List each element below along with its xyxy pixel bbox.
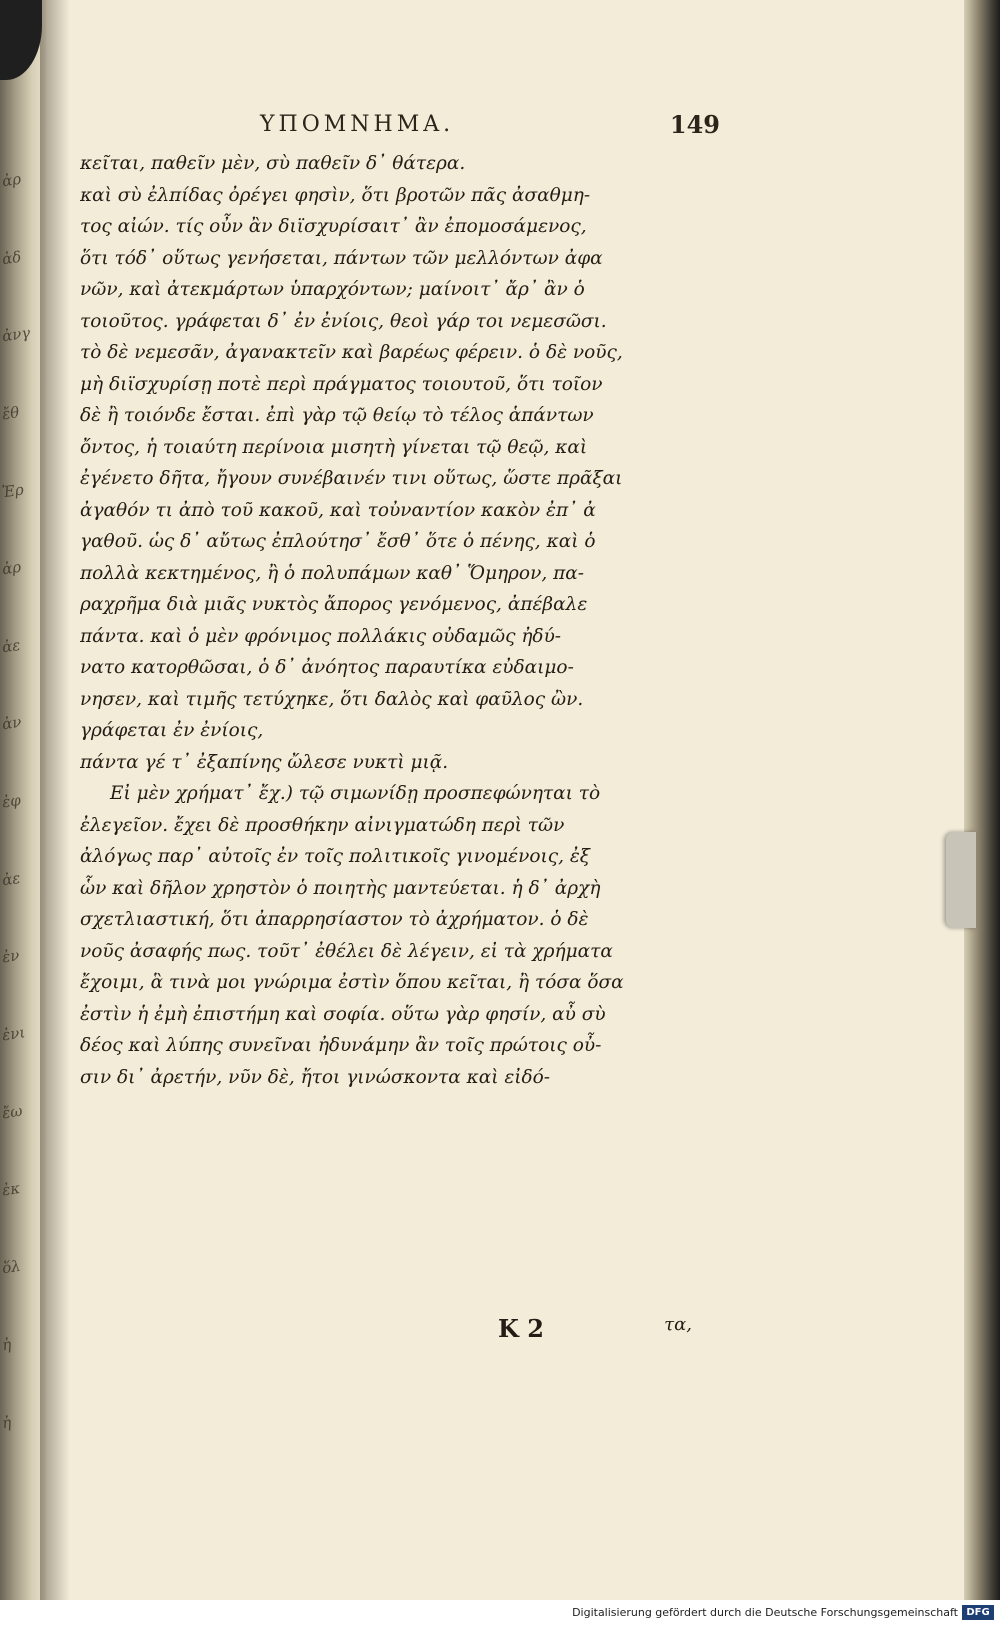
text-line: μὴ διϊσχυρίσῃ ποτὲ περὶ πράγματος τοιουτοῦ, ὅτι τοῖον — [80, 373, 603, 395]
page-footer — [80, 1314, 692, 1344]
text-line: τος αἰών. τίς οὖν ἂν διϊσχυρίσαιτ᾿ ἂν ἐπομοσάμενος, — [80, 216, 587, 237]
text-line: σχετλιαστική, ὅτι ἀπαρρησίαστον τὸ ἀχρήματον. ὁ δὲ — [80, 909, 589, 930]
text-line: ἀλόγως παρ᾿ αὐτοῖς ἐν τοῖς πολιτικοῖς γινομένοις, ἐξ — [80, 846, 590, 867]
margin-note: ἀρ — [0, 169, 23, 191]
running-head: ΥΠΟΜΝΗΜΑ. — [260, 112, 455, 137]
credit-bar — [0, 1600, 1000, 1627]
text-line: ἔχοιμι, ἃ τινὰ μοι γνώριμα ἐστὶν ὅπου κεῖται, ἢ τόσα ὅσα — [80, 972, 624, 993]
text-line: νησεν, καὶ τιμῆς τετύχηκε, ὅτι δαλὸς καὶ φαῦλος ὢν. — [80, 688, 584, 710]
margin-note: ἀρ — [0, 557, 23, 579]
text-line: ὅτι τόδ᾿ οὕτως γενήσεται, πάντων τῶν μελλόντων ἀφα — [80, 247, 603, 269]
text-line: ἐλεγεῖον. ἔχει δὲ προσθήκην αἰνιγματώδη περὶ τῶν — [80, 814, 565, 836]
margin-note: ἐνι — [0, 1023, 27, 1045]
margin-note: ἐν — [0, 946, 21, 967]
margin-note: ἔω — [0, 1101, 24, 1122]
page-number: 149 — [669, 110, 720, 139]
text-line: ἀγαθόν τι ἀπὸ τοῦ κακοῦ, καὶ τοὐναντίον κακὸν ἐπ᾿ ἀ — [80, 499, 596, 521]
text-line: καὶ σὺ ἐλπίδας ὀρέγει φησὶν, ὅτι βροτῶν πᾶς ἀσαθμη- — [80, 184, 591, 206]
text-line: ραχρῆμα διὰ μιᾶς νυκτὸς ἄπορος γενόμενος, ἀπέβαλε — [80, 594, 588, 615]
margin-note: ἔθ — [0, 402, 21, 424]
text-line: ὧν καὶ δῆλον χρηστὸν ὁ ποιητὴς μαντεύεται. ἡ δ᾿ ἀρχὴ — [80, 877, 601, 899]
text-line: πολλὰ κεκτημένος, ἢ ὁ πολυπάμων καθ᾿ Ὅμηρον, πα- — [80, 562, 584, 584]
margin-note: ἀνγ — [0, 323, 32, 346]
text-line: ἐγένετο δῆτα, ἤγουν συνέβαινέν τινι οὕτως, ὥστε πρᾶξαι — [80, 468, 623, 489]
bookmark-tab — [946, 832, 976, 928]
margin-note: ἐφ — [0, 790, 22, 812]
text-line: Εἰ μὲν χρήματ᾿ ἔχ.) τῷ σιμωνίδῃ προσπεφώνηται τὸ — [110, 783, 601, 804]
text-line: δὲ ἢ τοιόνδε ἔσται. ἐπὶ γὰρ τῷ θείῳ τὸ τέλος ἁπάντων — [80, 405, 594, 426]
text-line: κεῖται, παθεῖν μὲν, σὺ παθεῖν δ᾿ θάτερα. — [80, 153, 466, 174]
margin-note: ἀδ — [0, 247, 23, 268]
margin-note: ἀε — [0, 635, 22, 657]
page-fore-edge — [964, 0, 1000, 1600]
margin-note: ἀε — [0, 868, 22, 889]
text-line: πάντα. καὶ ὁ μὲν φρόνιμος πολλάκις οὐδαμῶς ἠδύ- — [80, 625, 562, 647]
text-line: νοῦς ἀσαφής πως. τοῦτ᾿ ἐθέλει δὲ λέγειν, εἰ τὰ χρήματα — [80, 940, 613, 962]
margin-note: ὅλ — [0, 1256, 22, 1278]
margin-note: ἐκ — [0, 1179, 22, 1200]
text-line: ὄντος, ἡ τοιαύτη περίνοια μισητὴ γίνεται τῷ θεῷ, καὶ — [80, 436, 588, 458]
text-line: δέος καὶ λύπης συνεῖναι ἠδυνάμην ἂν τοῖς πρώτοις οὖ- — [80, 1035, 602, 1056]
signature-mark: K 2 — [498, 1314, 544, 1343]
margin-note: ἠ — [0, 1413, 13, 1433]
page-header — [260, 112, 720, 142]
facing-page-margin-notes — [0, 169, 36, 1433]
margin-note: Ἐρ — [0, 479, 25, 501]
text-line: νατο κατορθῶσαι, ὁ δ᾿ ἀνόητος παραυτίκα εὐδαιμο- — [80, 657, 574, 678]
text-line: τὸ δὲ νεμεσᾶν, ἀγανακτεῖν καὶ βαρέως φέρειν. ὁ δὲ νοῦς, — [80, 342, 623, 363]
body-text — [80, 148, 692, 1093]
text-line: γαθοῦ. ὡς δ᾿ αὔτως ἐπλούτησ᾿ ἔσθ᾿ ὅτε ὁ πένης, καὶ ὁ — [80, 531, 596, 552]
text-line: σιν δι᾿ ἀρετήν, νῦν δὲ, ἤτοι γινώσκοντα καὶ εἰδό- — [80, 1066, 551, 1088]
margin-note: ἠ — [0, 1335, 13, 1355]
credit-text: Digitalisierung gefördert durch die Deutsche Forschungsgemeinschaft — [572, 1606, 958, 1619]
text-line: τοιοῦτος. γράφεται δ᾿ ἐν ἐνίοις, θεοὶ γάρ τοι νεμεσῶσι. — [80, 310, 607, 332]
margin-note: ἀν — [0, 713, 23, 734]
gutter-shadow — [40, 0, 70, 1600]
dfg-logo: DFG — [962, 1605, 994, 1620]
text-line: νῶν, καὶ ἀτεκμάρτων ὑπαρχόντων; μαίνοιτ᾿ ἄρ᾿ ἂν ὁ — [80, 279, 585, 300]
text-line: πάντα γέ τ᾿ ἐξαπίνης ὤλεσε νυκτὶ μιᾷ. — [80, 751, 449, 773]
text-line: γράφεται ἐν ἐνίοις, — [80, 720, 264, 741]
text-line: ἐστὶν ἡ ἐμὴ ἐπιστήμη καὶ σοφία. οὕτω γὰρ φησίν, αὖ σὺ — [80, 1003, 606, 1025]
catchword: τα, — [664, 1314, 692, 1335]
